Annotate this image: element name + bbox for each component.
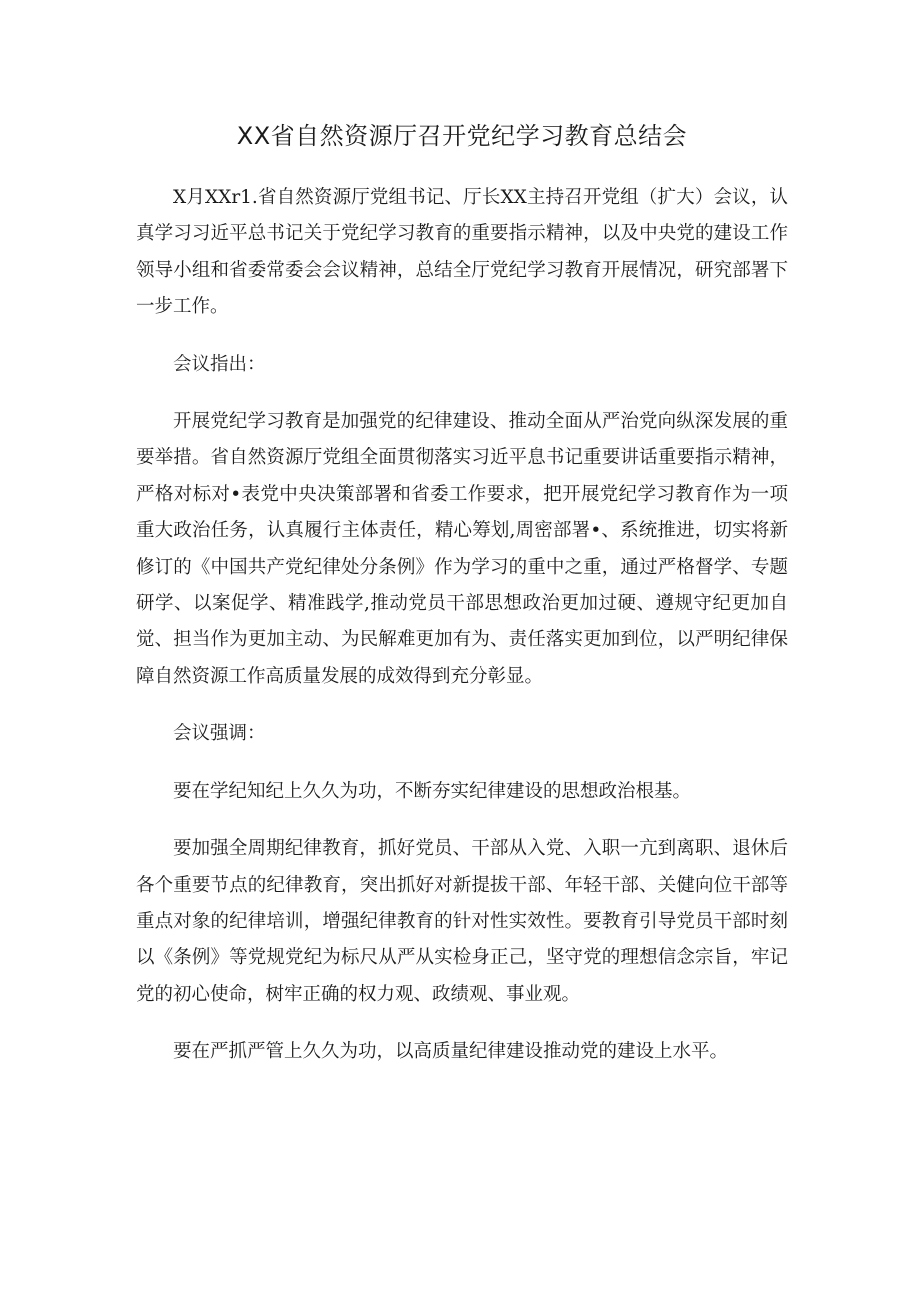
- paragraph-significance: 开展党纪学习教育是加强党的纪律建设、推动全面从严治党向纵深发展的重要举措。省自然资源厅党组全面贯彻落实习近平息书记重要讲话重要指示精神，严格对标对•表党中央决策部署和省委工作要求，把开展党纪学习教育作为一项重大政治任务，认真履行主体责任，精心筹划,周密部署•、系统推进，切实将新修订的《中国共产党纪律处分条例》作为学习的重中之重，通过严格督学、专题研学、以案促学、精准践学,推动党员干部思想政治更加过硬、遵规守纪更加自觉、担当作为更加主动、为民解难更加有为、责任落实更加到位，以严明纪律保障自然资源工作高质量发展的成效得到充分彰显。: [136, 411, 788, 687]
- paragraph-meeting-pointed-out: 会议指出：: [173, 353, 266, 375]
- paragraph-full-cycle-education: 要加强全周期纪律教育，抓好党员、干部从入党、入职一亢到离职、退休后各个重要节点的纪律教育，突出抓好对新提拔干部、年轻干部、关健向位干部等重点对象的纪律培训，增强纪律教育的针对性实效性。要教育引导党员干部时刻以《条例》等党规党纪为标尺从严从实检身正己，坚守党的理想信念宗旨，牢记党的初心使命，树牢正确的权力观、政绩观、事业观。: [136, 838, 788, 1005]
- document-title: XX省自然资源厅召开党纪学习教育总结会: [236, 122, 688, 150]
- paragraph-point-one: 要在学纪知纪上久久为功，不断夯实纪律建设的思想政治根基。: [173, 780, 692, 802]
- paragraph-intro: X月XXr1.省自然资源厅党组书记、厅长XX主持召开党组（扩大）会议，认真学习习近平总书记关于党纪学习教育的重要指示精神，以及中央党的建设工作领导小组和省委常委会会议精神，总结全厅党纪学习教育开展情况，研究部署下一步工作。: [136, 187, 788, 318]
- document-page: [136, 118, 788, 1092]
- paragraph-meeting-emphasized: 会议强调：: [173, 723, 266, 745]
- paragraph-point-two: 要在严抓严管上久久为功，以高质量纪律建设推动党的建设上水平。: [173, 1041, 729, 1063]
